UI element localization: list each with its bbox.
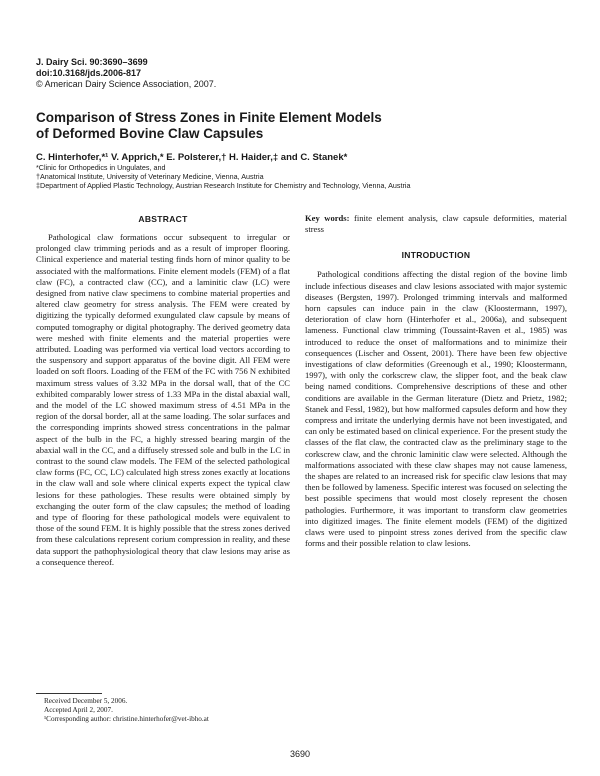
author-list: C. Hinterhofer,*¹ V. Apprich,* E. Polsterer,† H. Haider,‡ and C. Stanek* xyxy=(36,152,348,163)
journal-citation: J. Dairy Sci. 90:3690–3699 xyxy=(36,57,148,67)
introduction-body: Pathological conditions affecting the distal region of the bovine limb include infectious diseases and claw lesions associated with major systemic diseases (Bergsten, 1997). Prolonged trimming intervals and malformed horn capsules can induce pain in the claw (Kloostermann, 1997), deterioration of claw horn (Hinterhofer et al., 2006a), and subsequent lameness. Functional claw trimming (Toussaint-Raven et al., 1985) was introduced to reduce the onset of malformations and to minimize their consequences (Lischer and Ossent, 2001). There have been few objective investigations of claw deformities (Greenough et al., 1990; Kloostermann, 1997), with only the corkscrew claw, the slipper foot, and the beak claw being named conditions. Comprehensive descriptions of these and other conditions are available in the German literature (Dietz and Prietz, 1982; Stanek and Fessl, 1982), but how malformed capsules deform and how they compress and irritate the underlying dermis have not been investigated, and can only be estimated based on clinical experience. For the present study the classes of the flat claw, the contracted claw as the preliminary stage to the corkscrew claw, and the chronic laminitic claw were selected. Although the malformations associated with these claw shapes may not cause lameness, the shapes are related to an increased risk for specific claw lesions that may then be followed by lameness. Specific interest was focused on selecting the best possible specimens that would most closely represent the chosen pathologies. Furthermore, it was important to transform claw geometries into digitized images. The finite element models (FEM) of the digitized claws were used to pinpoint stress zones derived from the specific claw forms and their possible relation to claw lesions. xyxy=(305,269,567,549)
affiliation-2: †Anatomical Institute, University of Veterinary Medicine, Vienna, Austria xyxy=(36,172,264,182)
abstract-body: Pathological claw formations occur subsequent to irregular or prolonged claw trimming periods and as a result of improper flooring. Clinical experience and material testing finds horn of minor quality to be associated with the malformations. Finite element models (FEM) of a flat claw (FC), a contracted claw (CC), and a laminitic claw (LC) were designed from native claw specimens to combine material properties and altered claw geometry for stress analysis. The FEM were created by digitizing the typically deformed exungulated claw capsule by means of computed tomography or digital photography. The derived geometry data were meshed with finite elements and the material properties were attributed. Loading was performed via vertical load vectors according to the suspensory and support apparatus of the bovine digit. All FEM were loaded on soft floors. Loading of the FEM of the FC with 756 N exhibited maximum stress values of 3.32 MPa in the dorsal wall, that of the CC exhibited comparably lower stress of 1.33 MPa in the distal abaxial wall, and the model of the LC showed maximum stress of 4.51 MPa in the region of the dorsal border, all at the same loading. The solar surfaces and the corresponding imprints showed stress concentrations in the palmar aspect of the bulb in the FC, a highly stressed bearing margin of the abaxial wall in the CC, and a diffusely stressed sole and bulb in the LC in contrast to the sound claw models. The FEM of the selected pathological claw forms (FC, CC, LC) calculated high stress zones exactly at locations in the claw wall and sole where clinical experts expect the typical claw lesions for these pathologies. These results were obtained simply by exchanging the outer form of the claw capsules; the method of loading and type of flooring for these pathological models were equivalent to those of the sound FEM. It is highly possible that the stress zones derived from these calculations represent corium compression in reality, and these data support the pathophysiological theory that claw lesions may arise as a consequence thereof. xyxy=(36,232,290,567)
abstract-heading: ABSTRACT xyxy=(138,214,188,224)
page-number: 3690 xyxy=(289,749,311,759)
footnote-accepted: Accepted April 2, 2007. xyxy=(44,705,113,714)
footnote-corresponding-author: ¹Corresponding author: christine.hinterhofer@vet-ibho.at xyxy=(44,714,209,723)
right-column xyxy=(305,213,567,549)
footnotes xyxy=(44,697,294,723)
introduction-heading: INTRODUCTION xyxy=(401,250,471,261)
footnote-rule xyxy=(36,693,102,694)
title-line-2: of Deformed Bovine Claw Capsules xyxy=(36,126,264,141)
title-line-1: Comparison of Stress Zones in Finite Element Models xyxy=(36,110,382,125)
copyright: © American Dairy Science Association, 2007. xyxy=(36,79,217,89)
footnote-received: Received December 5, 2006. xyxy=(44,697,128,705)
doi: doi:10.3168/jds.2006-817 xyxy=(36,68,142,78)
keywords-label: Key words: xyxy=(305,213,350,223)
article-title xyxy=(36,110,566,142)
affiliation-1: *Clinic for Orthopedics in Ungulates, and xyxy=(36,163,166,172)
keywords xyxy=(305,213,567,235)
left-column xyxy=(36,213,290,568)
keywords-text: finite element analysis, claw capsule deformities, material stress xyxy=(305,213,567,235)
article-metadata xyxy=(36,57,216,90)
affiliation-3: ‡Department of Applied Plastic Technology, Austrian Research Institute for Chemistry and Technology, Vienna, Austria xyxy=(36,181,411,191)
affiliations xyxy=(36,163,576,191)
